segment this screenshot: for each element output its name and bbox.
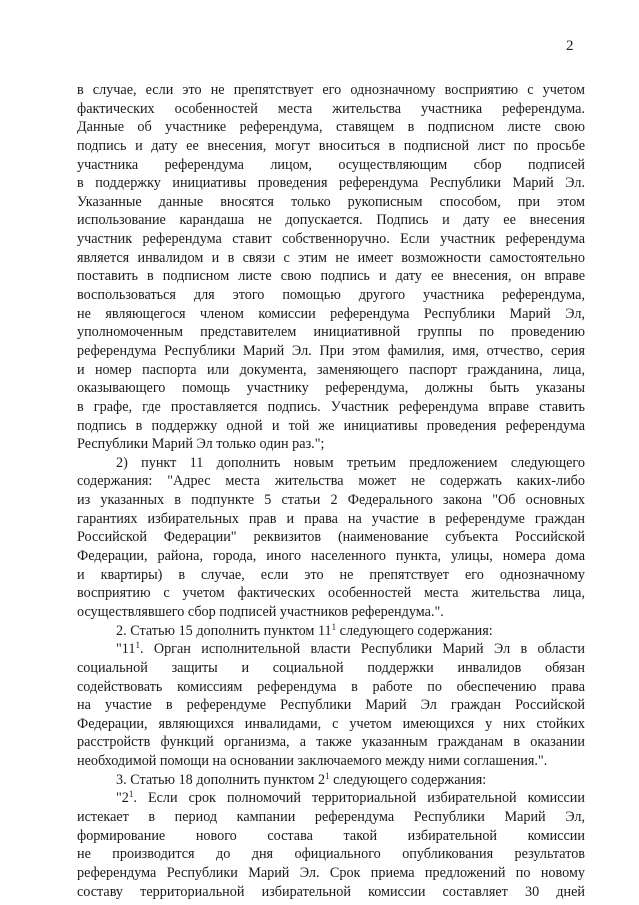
text-line: "$11^1$. Орган исполнительной власти Республики Марий Эл в области	[116, 640, 585, 658]
text-line: 3. Статью 18 дополнить пунктом $2^1$ следующего содержания:	[116, 770, 487, 788]
text-line: осуществлявшего сбор подписей участников референдума.".	[77, 603, 444, 620]
text-line: фактических особенностей места жительства участника референдума.	[77, 100, 585, 117]
text-line: Республики Марий Эл только один раз.";	[77, 436, 325, 453]
text-line: 2) пункт 11 дополнить новым третьим предложением следующего	[116, 454, 585, 471]
text-line: использование карандаша не допускается. Подпись и дату ее внесения	[77, 212, 585, 229]
text-line: гарантиях избирательных прав и права на участие в референдуме граждан	[77, 510, 585, 527]
text-line: и квартиры) в случае, если это не препятствует его однозначному	[77, 566, 585, 583]
text-line: содержания: "Адрес места жительства может не содержать каких-либо	[77, 473, 585, 490]
text-line: участник референдума ставит собственноручно. Если участник референдума	[77, 231, 585, 248]
text-line: референдума Республики Марий Эл. Срок приема предложений по новому	[77, 864, 585, 881]
text-line: участника референдума лицом, осуществляющим сбор подписей	[77, 156, 585, 173]
text-line: содействовать комиссиям референдума в работе по обеспечению права	[77, 678, 585, 695]
text-line: необходимой помощи на основании заключаемого между ними соглашения.".	[77, 753, 548, 770]
text-line: уполномоченным представителем инициативной группы по проведению	[77, 324, 585, 341]
superscript: 1	[331, 621, 337, 632]
text-line: 2. Статью 15 дополнить пунктом $11^1$ следующего содержания:	[116, 621, 493, 639]
text-line: составу территориальной избирательной комиссии составляет 30 дней	[77, 883, 585, 900]
text-line: оказывающего помощь участнику референдума, должны быть указаны	[77, 380, 585, 397]
text-line: не производится до дня официального опубликования результатов	[77, 846, 585, 863]
text-line: Федерации, района, города, иного населенного пункта, улицы, номера дома	[77, 548, 585, 565]
page-number: 2	[566, 38, 574, 54]
text-line: подпись в поддержку одной и той же инициативы проведения референдума	[77, 417, 585, 434]
text-line: воспользоваться для этого помощью другого участника референдума,	[77, 287, 585, 304]
document-body	[77, 81, 585, 901]
text-line: не являющегося членом комиссии референдума Республики Марий Эл,	[77, 305, 585, 322]
text-line: в случае, если это не препятствует его однозначному восприятию с учетом	[77, 82, 585, 98]
text-line: на участие в референдуме Республики Марий Эл граждан Российской	[77, 697, 585, 714]
text-line: формирование нового состава такой избирательной комиссии	[77, 827, 585, 844]
text-line: из указанных в подпункте 5 статьи 2 Федерального закона "Об основных	[77, 492, 585, 509]
text-line: Указанные данные вносятся только рукописным способом, при этом	[77, 193, 585, 210]
text-line: Данные об участнике референдума, ставящем в подписном листе свою	[77, 119, 585, 136]
text-line: Федерации, являющихся инвалидами, с учетом имеющихся у них стойких	[77, 715, 585, 732]
superscript: 1	[135, 640, 140, 651]
superscript: 1	[325, 770, 330, 781]
text-line: расстройств функций организма, а также указанным гражданам в оказании	[77, 734, 585, 751]
text-line: является инвалидом и в связи с этим не имеет возможности самостоятельно	[77, 249, 585, 266]
text-line: истекает в период кампании референдума Республики Марий Эл,	[77, 808, 585, 825]
superscript: 1	[128, 789, 134, 800]
text-line: социальной защиты и социальной поддержки инвалидов обязан	[77, 659, 585, 676]
text-line: подпись и дату ее внесения, могут вноситься в подписной лист по просьбе	[77, 137, 585, 154]
text-line: и номер паспорта или документа, заменяющего паспорт гражданина, лица,	[77, 361, 585, 378]
text-line: "$2^1$. Если срок полномочий территориальной избирательной комиссии	[116, 789, 585, 807]
text-line: в графе, где проставляется подпись. Участник референдума вправе ставить	[77, 398, 585, 415]
text-line: поставить в подписном листе свою подпись и дату ее внесения, он вправе	[77, 268, 585, 285]
text-line: Российской Федерации" реквизитов (наименование субъекта Российской	[77, 529, 585, 546]
text-line: в поддержку инициативы проведения референдума Республики Марий Эл.	[77, 175, 585, 192]
text-line: референдума Республики Марий Эл. При этом фамилия, имя, отчество, серия	[77, 342, 585, 359]
text-line: восприятию с учетом фактических особенностей места жительства лица,	[77, 585, 585, 602]
